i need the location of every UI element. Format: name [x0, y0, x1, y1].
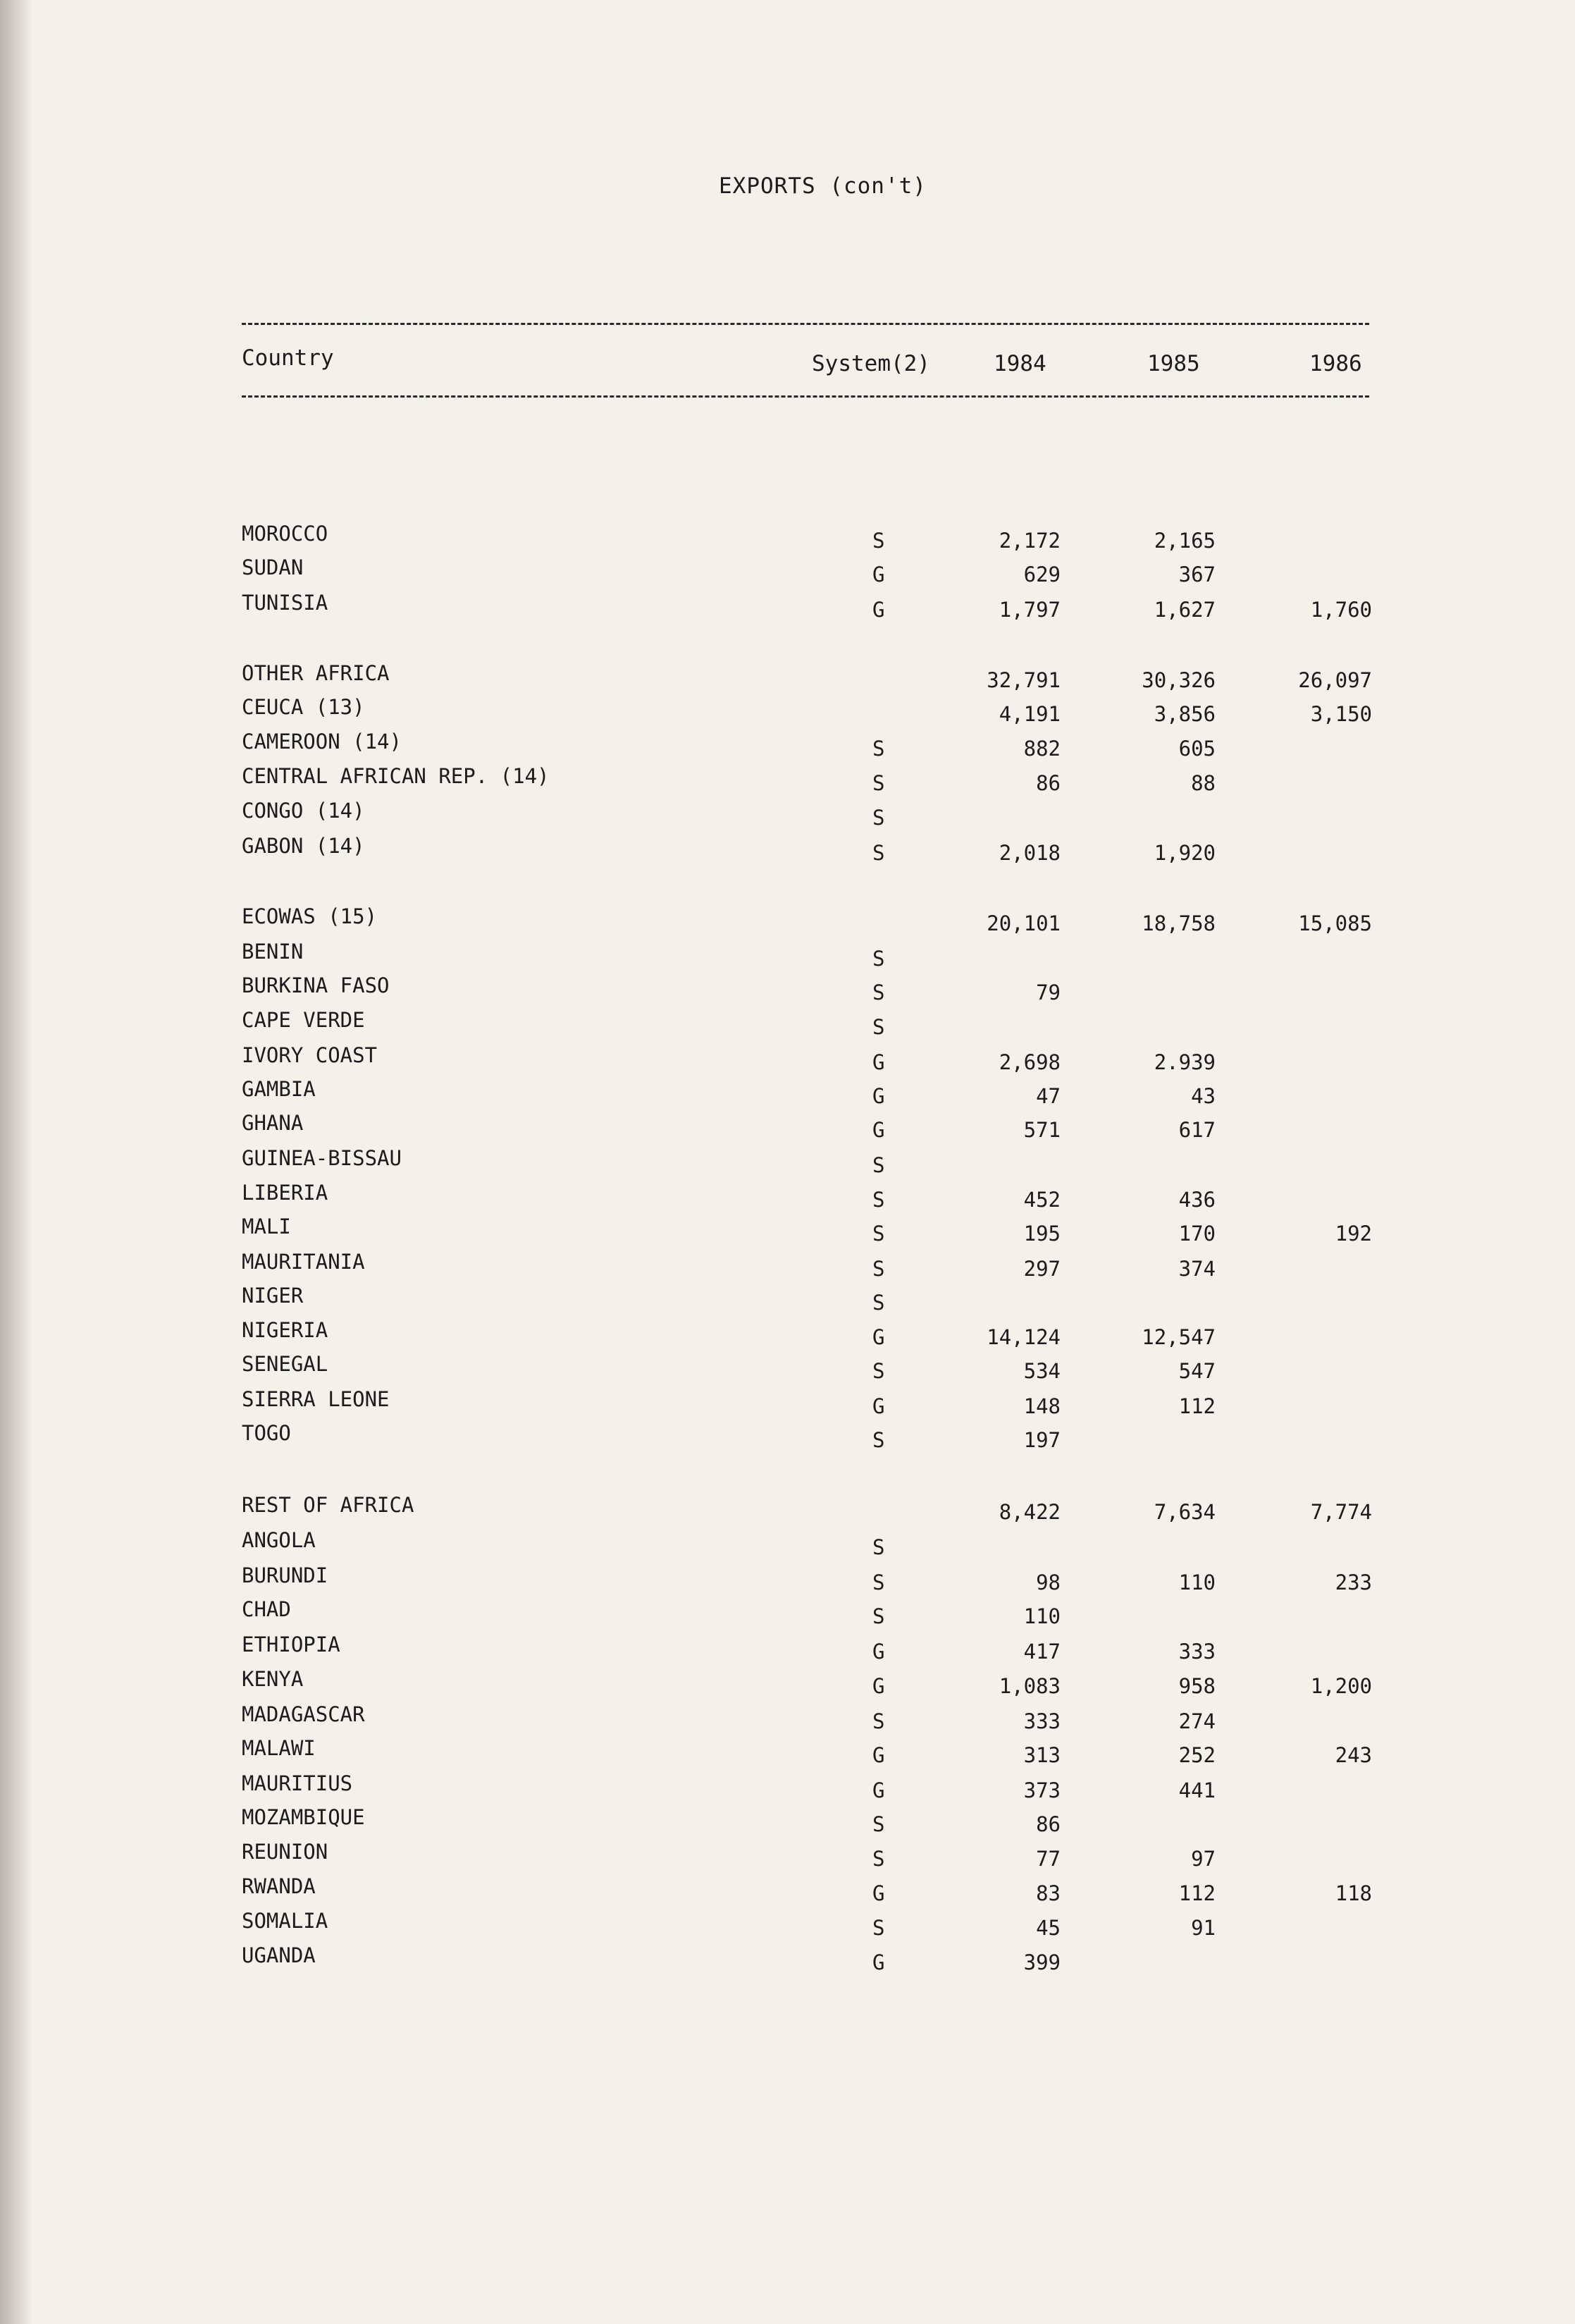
country-name: SOMALIA: [242, 1909, 328, 1933]
system-code: G: [872, 1950, 885, 1974]
value-1985: 441: [1178, 1778, 1216, 1802]
value-1985: 374: [1178, 1257, 1216, 1281]
value-1985: 252: [1178, 1743, 1216, 1767]
country-name: GHANA: [242, 1111, 304, 1135]
table-row: [0, 1318, 1575, 1349]
country-name: REUNION: [242, 1840, 328, 1864]
system-code: S: [872, 1153, 885, 1177]
table-row: [0, 1250, 1575, 1281]
value-1984: 333: [1023, 1709, 1061, 1733]
value-1985: 3,856: [1154, 702, 1216, 726]
table-row: [0, 1909, 1575, 1940]
value-1984: 86: [1036, 771, 1061, 795]
value-1985: 274: [1178, 1709, 1216, 1733]
country-name: CONGO (14): [242, 799, 365, 823]
country-name: IVORY COAST: [242, 1043, 378, 1067]
country-name: GUINEA-BISSAU: [242, 1146, 402, 1170]
system-code: G: [872, 1084, 885, 1108]
value-1986: 192: [1335, 1222, 1372, 1246]
table-row: [0, 1736, 1575, 1767]
system-code: S: [872, 1604, 885, 1628]
column-header-1984: 1984: [994, 351, 1046, 376]
table-row: [0, 1352, 1575, 1383]
country-name: MALAWI: [242, 1736, 316, 1760]
value-1985: 97: [1191, 1847, 1216, 1871]
system-code: G: [872, 1881, 885, 1905]
country-name: ANGOLA: [242, 1528, 316, 1552]
country-name: MAURITANIA: [242, 1250, 365, 1274]
table-row: [0, 1181, 1575, 1212]
system-code: G: [872, 562, 885, 586]
value-1984: 297: [1023, 1257, 1061, 1281]
table-row: [0, 1840, 1575, 1871]
value-1986: 15,085: [1298, 911, 1372, 935]
table-row: [0, 1421, 1575, 1452]
country-name: MADAGASCAR: [242, 1702, 365, 1726]
value-1984: 2,698: [999, 1050, 1061, 1074]
value-1985: 436: [1178, 1188, 1216, 1212]
table-row: [0, 555, 1575, 584]
system-code: S: [872, 1535, 885, 1559]
system-code: G: [872, 1640, 885, 1664]
value-1984: 197: [1023, 1428, 1061, 1452]
value-1984: 86: [1036, 1812, 1061, 1836]
country-name: MAURITIUS: [242, 1771, 353, 1795]
table-row: [0, 764, 1575, 795]
country-name: RWANDA: [242, 1874, 316, 1898]
country-name: NIGERIA: [242, 1318, 328, 1342]
country-name: SIERRA LEONE: [242, 1387, 390, 1411]
value-1985: 617: [1178, 1118, 1216, 1142]
table-row: [0, 1528, 1575, 1559]
system-code: S: [872, 1428, 885, 1452]
column-header-country: Country: [242, 345, 334, 371]
value-1985: 605: [1178, 737, 1216, 761]
system-code: S: [872, 806, 885, 830]
system-code: S: [872, 1847, 885, 1871]
value-1985: 1,627: [1154, 598, 1216, 622]
value-1984: 20,101: [987, 911, 1061, 935]
system-code: G: [872, 1674, 885, 1698]
value-1984: 195: [1023, 1222, 1061, 1246]
value-1985: 110: [1178, 1570, 1216, 1594]
value-1986: 1,760: [1310, 598, 1372, 622]
table-row: [0, 1597, 1575, 1628]
value-1984: 14,124: [987, 1325, 1061, 1349]
value-1984: 571: [1023, 1118, 1061, 1142]
table-row: [0, 1874, 1575, 1905]
country-name: CAMEROON (14): [242, 730, 402, 754]
value-1984: 83: [1036, 1881, 1061, 1905]
value-1985: 43: [1191, 1084, 1216, 1108]
country-name: KENYA: [242, 1667, 304, 1691]
value-1985: 367: [1178, 562, 1216, 586]
value-1984: 313: [1023, 1743, 1061, 1767]
value-1985: 170: [1178, 1222, 1216, 1246]
value-1984: 77: [1036, 1847, 1061, 1871]
value-1984: 4,191: [999, 702, 1061, 726]
value-1984: 417: [1023, 1640, 1061, 1664]
country-name: GAMBIA: [242, 1077, 316, 1101]
value-1985: 18,758: [1142, 911, 1216, 935]
header-rule-top: [242, 323, 1369, 325]
system-code: S: [872, 529, 885, 553]
value-1986: 233: [1335, 1570, 1372, 1594]
system-code: G: [872, 1394, 885, 1418]
country-name: REST OF AFRICA: [242, 1493, 414, 1517]
table-row: [0, 904, 1575, 933]
value-1985: 12,547: [1142, 1325, 1216, 1349]
table-row: [0, 1943, 1575, 1972]
value-1985: 112: [1178, 1394, 1216, 1418]
value-1984: 47: [1036, 1084, 1061, 1108]
system-code: S: [872, 1257, 885, 1281]
system-code: S: [872, 1916, 885, 1940]
country-name: SUDAN: [242, 555, 304, 579]
value-1985: 958: [1178, 1674, 1216, 1698]
value-1984: 534: [1023, 1359, 1061, 1383]
value-1984: 8,422: [999, 1500, 1061, 1524]
system-code: G: [872, 598, 885, 622]
system-code: S: [872, 1015, 885, 1039]
system-code: S: [872, 980, 885, 1004]
value-1984: 452: [1023, 1188, 1061, 1212]
country-name: ETHIOPIA: [242, 1633, 340, 1656]
value-1985: 2,165: [1154, 529, 1216, 553]
header-rule-bottom: [242, 395, 1369, 398]
value-1986: 3,150: [1310, 702, 1372, 726]
system-code: S: [872, 1291, 885, 1315]
country-name: UGANDA: [242, 1943, 316, 1967]
system-code: S: [872, 737, 885, 761]
value-1985: 30,326: [1142, 668, 1216, 692]
table-row: [0, 695, 1575, 726]
table-row: [0, 973, 1575, 1002]
country-name: BURUNDI: [242, 1563, 328, 1587]
value-1985: 1,920: [1154, 841, 1216, 865]
table-row: [0, 1633, 1575, 1664]
value-1985: 547: [1178, 1359, 1216, 1383]
table-row: [0, 799, 1575, 830]
value-1984: 2,172: [999, 529, 1061, 553]
value-1984: 148: [1023, 1394, 1061, 1418]
country-name: LIBERIA: [242, 1181, 328, 1205]
table-row: [0, 661, 1575, 692]
value-1984: 110: [1023, 1604, 1061, 1628]
country-name: NIGER: [242, 1284, 304, 1308]
table-row: [0, 940, 1575, 971]
country-name: GABON (14): [242, 834, 365, 858]
table-row: [0, 730, 1575, 761]
table-row: [0, 1702, 1575, 1733]
column-header-1985: 1985: [1147, 351, 1200, 376]
table-row: [0, 1215, 1575, 1246]
table-row: [0, 1008, 1575, 1039]
value-1984: 399: [1023, 1950, 1061, 1974]
country-name: MALI: [242, 1215, 291, 1238]
value-1984: 98: [1036, 1570, 1061, 1594]
table-row: [0, 1077, 1575, 1108]
value-1985: 88: [1191, 771, 1216, 795]
system-code: S: [872, 1570, 885, 1594]
system-code: G: [872, 1743, 885, 1767]
value-1986: 1,200: [1310, 1674, 1372, 1698]
table-row: [0, 1146, 1575, 1177]
value-1984: 1,083: [999, 1674, 1061, 1698]
system-code: S: [872, 771, 885, 795]
table-row: [0, 1563, 1575, 1592]
value-1984: 882: [1023, 737, 1061, 761]
value-1986: 118: [1335, 1881, 1372, 1905]
system-code: S: [872, 1359, 885, 1383]
table-row: [0, 834, 1575, 865]
system-code: G: [872, 1325, 885, 1349]
system-code: S: [872, 1188, 885, 1212]
country-name: BENIN: [242, 940, 304, 964]
country-name: ECOWAS (15): [242, 904, 378, 928]
table-row: [0, 1493, 1575, 1524]
system-code: S: [872, 1812, 885, 1836]
system-code: S: [872, 841, 885, 865]
country-name: OTHER AFRICA: [242, 661, 390, 685]
value-1985: 333: [1178, 1640, 1216, 1664]
page-title: EXPORTS (con't): [719, 173, 927, 199]
value-1984: 1,797: [999, 598, 1061, 622]
country-name: SENEGAL: [242, 1352, 328, 1376]
value-1984: 45: [1036, 1916, 1061, 1940]
country-name: CAPE VERDE: [242, 1008, 365, 1032]
value-1984: 32,791: [987, 668, 1061, 692]
value-1986: 26,097: [1298, 668, 1372, 692]
table-row: [0, 522, 1575, 553]
system-code: S: [872, 947, 885, 971]
value-1985: 91: [1191, 1916, 1216, 1940]
country-name: BURKINA FASO: [242, 973, 390, 997]
table-row: [0, 1805, 1575, 1836]
table-row: [0, 1667, 1575, 1698]
value-1986: 243: [1335, 1743, 1372, 1767]
system-code: G: [872, 1778, 885, 1802]
system-code: G: [872, 1050, 885, 1074]
system-code: G: [872, 1118, 885, 1142]
value-1984: 79: [1036, 980, 1061, 1004]
table-row: [0, 1284, 1575, 1315]
column-header-1986: 1986: [1309, 351, 1362, 376]
value-1984: 629: [1023, 562, 1061, 586]
value-1985: 7,634: [1154, 1500, 1216, 1524]
column-header-system: System(2): [812, 351, 930, 376]
value-1985: 2.939: [1154, 1050, 1216, 1074]
table-row: [0, 1043, 1575, 1074]
country-name: TUNISIA: [242, 591, 328, 615]
country-name: TOGO: [242, 1421, 291, 1445]
value-1984: 373: [1023, 1778, 1061, 1802]
system-code: S: [872, 1709, 885, 1733]
value-1985: 112: [1178, 1881, 1216, 1905]
table-row: [0, 1111, 1575, 1142]
country-name: MOZAMBIQUE: [242, 1805, 365, 1829]
country-name: CEUCA (13): [242, 695, 365, 719]
country-name: CHAD: [242, 1597, 291, 1621]
value-1984: 2,018: [999, 841, 1061, 865]
country-name: MOROCCO: [242, 522, 328, 546]
table-row: [0, 1771, 1575, 1800]
table-row: [0, 1387, 1575, 1418]
system-code: S: [872, 1222, 885, 1246]
value-1986: 7,774: [1310, 1500, 1372, 1524]
country-name: CENTRAL AFRICAN REP. (14): [242, 764, 550, 788]
table-row: [0, 591, 1575, 622]
